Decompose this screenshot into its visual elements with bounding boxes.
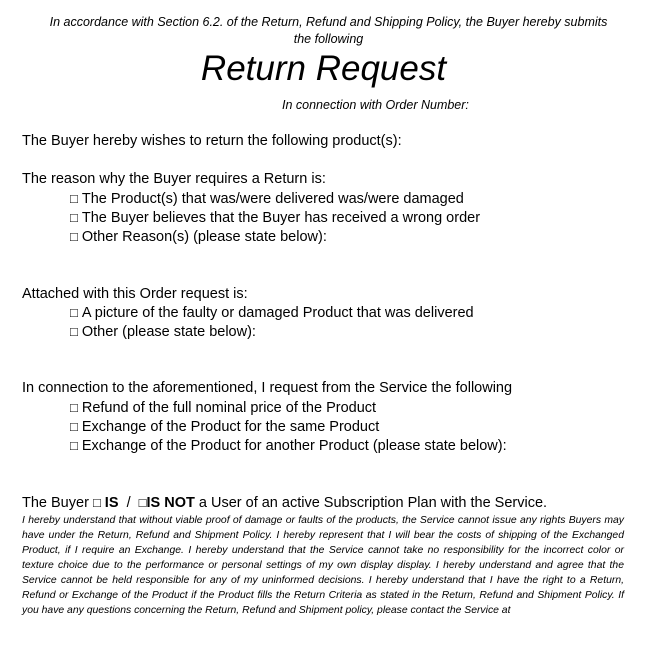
document-title: Return Request (200, 49, 447, 88)
checkbox[interactable]: □ (70, 191, 78, 206)
subscription-line (22, 493, 547, 513)
option-label: The Product(s) that was/were delivered was/were damaged (81, 191, 464, 207)
checkbox[interactable]: □ (70, 438, 78, 453)
is-not-label: IS NOT (146, 495, 195, 511)
checkbox[interactable]: □ (70, 324, 78, 339)
checkbox[interactable]: □ (70, 210, 78, 225)
subscription-suffix: a User of an active Subscription Plan with the Service. (198, 495, 548, 511)
option-label: The Buyer believes that the Buyer has received a wrong order (81, 210, 481, 226)
option-label: Exchange of the Product for another Product (please state below): (81, 438, 507, 454)
attached-heading: Attached with this Order request is: (22, 286, 248, 302)
checkbox[interactable]: □ (70, 305, 78, 320)
legal-disclaimer: I hereby understand that without viable proof of damage or faults of the products, the Service cannot issue any rights Buyers may have under the Return, Refund and Shipment Policy. I hereby represent that I will bear the costs of shipping of the Exchanged Product, if I require an Exchange. I hereby understand that the Service cannot take no responsibility for the incorrect color or texture choice due to the performance or personal settings of my own display display. I hereby understand and agree that the Service cannot be held responsible for any of my uninformed decisions. I hereby understand that I have the right to a Return, Refund or Exchange of the Product if the Product fills the Return Criteria as stated in the Return, Refund and Shipment Policy. If you have any questions concerning the Return, Refund and Shipment policy, please contact the Service at (22, 515, 624, 616)
attached-option-picture[interactable] (70, 303, 474, 323)
intro-text: In accordance with Section 6.2. of the Return, Refund and Shipping Policy, the Buyer hereby submits the following (49, 15, 608, 46)
is-label: IS (104, 495, 119, 511)
checkbox-is-not[interactable]: □ (138, 495, 147, 510)
request-heading: In connection to the aforementioned, I request from the Service the following (22, 380, 513, 396)
checkbox[interactable]: □ (70, 419, 78, 434)
reason-option-damaged[interactable] (70, 189, 464, 209)
option-label: Refund of the full nominal price of the Product (81, 400, 377, 416)
checkbox[interactable]: □ (70, 229, 78, 244)
separator: / (126, 495, 131, 511)
attached-option-other[interactable] (70, 322, 256, 342)
option-label: Other Reason(s) (please state below): (81, 229, 327, 245)
checkbox[interactable]: □ (70, 400, 78, 415)
reason-option-wrong-order[interactable] (70, 208, 480, 228)
option-label: Exchange of the Product for the same Product (81, 419, 380, 435)
subscription-prefix: The Buyer (22, 495, 89, 511)
checkbox-is[interactable]: □ (92, 495, 101, 510)
option-label: A picture of the faulty or damaged Product that was delivered (81, 305, 474, 321)
products-line: The Buyer hereby wishes to return the following product(s): (22, 133, 402, 149)
option-label: Other (please state below): (81, 324, 256, 340)
reason-option-other[interactable] (70, 227, 327, 247)
request-option-refund[interactable] (70, 398, 376, 418)
request-option-exchange-same[interactable] (70, 417, 379, 437)
request-option-exchange-other[interactable] (70, 436, 507, 456)
reason-heading: The reason why the Buyer requires a Return is: (22, 171, 326, 187)
order-number-label: In connection with Order Number: (282, 98, 469, 112)
